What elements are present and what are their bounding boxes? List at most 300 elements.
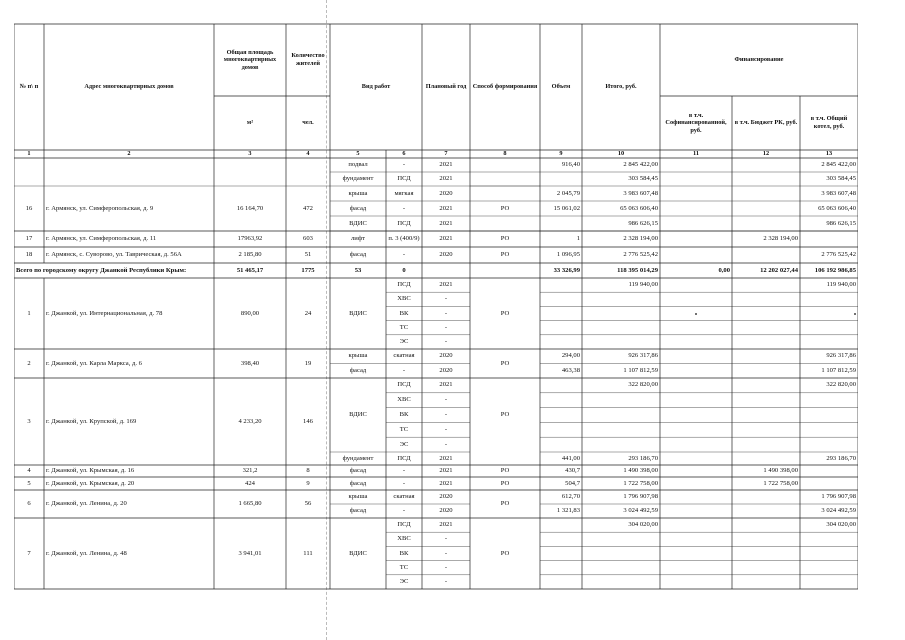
row-work-detail: ХВС (397, 396, 411, 404)
row-fin-budget (732, 518, 800, 532)
row-fin-cofinancing (660, 216, 732, 231)
row-fin-common (800, 477, 858, 490)
total-fin-common: 106 192 986,85 (814, 266, 856, 274)
row-fin-common: 986 626,15 (826, 219, 856, 227)
row-fin-cofinancing (660, 532, 732, 546)
row-fin-budget (732, 575, 800, 589)
header-fin-common: в т.ч. Общий котел, руб. (810, 115, 848, 130)
row-fin-budget (732, 452, 800, 465)
row-fin-budget: 2 328 194,00 (763, 235, 798, 243)
row-fin-cofinancing (660, 452, 732, 465)
row-no: 18 (25, 251, 33, 259)
header-unit-people: чел. (302, 119, 314, 127)
row-fin-cofinancing (660, 172, 732, 186)
row-total: 304 020,00 (628, 521, 658, 529)
row-year: 2021 (439, 161, 453, 169)
row-year: 2021 (439, 281, 453, 289)
row-year: - (444, 309, 448, 317)
row-fin-common (800, 292, 858, 306)
header-address: Адрес многоквартирных домов (84, 83, 174, 91)
row-residents: 603 (303, 235, 313, 243)
total-fin-cofinancing: 0,00 (718, 266, 730, 274)
row-address: г. Джанкой, ул. Крымская, д. 16 (46, 467, 135, 475)
row-year: 2020 (439, 251, 453, 259)
row-total (582, 393, 660, 408)
row-work: крыша (348, 493, 368, 501)
total-fin-budget: 12 202 027,44 (760, 266, 798, 274)
row-fin-cofinancing (660, 518, 732, 532)
row-fin-cofinancing (660, 437, 732, 452)
row-fin-common (800, 575, 858, 589)
row-address: г. Джанкой, ул. Интернациональная, д. 78 (46, 309, 163, 317)
row-work-detail: ЭС (399, 577, 409, 585)
row-fin-common (800, 408, 858, 423)
total-area: 51 465,17 (236, 266, 264, 274)
row-work: фасад (349, 467, 367, 475)
row-work-detail: ТС (399, 563, 409, 571)
header-unit-area: м² (246, 119, 254, 127)
row-work: ВДИС (349, 411, 367, 419)
row-work-detail: - (402, 479, 406, 487)
row-volume: 1 096,95 (556, 251, 580, 259)
row-fin-cofinancing (660, 504, 732, 518)
column-number: 13 (825, 150, 833, 158)
column-number: 8 (503, 150, 507, 158)
row-volume: 15 061,02 (553, 204, 580, 212)
row-area: 3 941,01 (238, 549, 262, 557)
row-fin-cofinancing (660, 321, 732, 335)
row-work-detail: ПСД (397, 219, 411, 227)
row-work: фасад (349, 366, 367, 374)
row-method: РО (500, 549, 510, 557)
row-method: РО (500, 204, 510, 212)
row-total (582, 575, 660, 589)
row-residents: 19 (304, 359, 312, 367)
total-row-label: Всего по городскому округу Джанкой Республики Крым: (16, 266, 187, 274)
row-fin-cofinancing (660, 349, 732, 364)
row-address: г. Джанкой, ул. Крупской, д. 169 (46, 417, 137, 425)
row-residents: 8 (306, 467, 310, 475)
column-number: 1 (27, 150, 31, 158)
total-work-count: 53 (354, 266, 362, 274)
row-volume: 612,70 (561, 493, 580, 501)
row-fin-budget (732, 364, 800, 379)
row-address: г. Джанкой, ул. Ленина, д. 48 (46, 549, 127, 557)
row-total: 2 328 194,00 (623, 235, 658, 243)
row-area: 890,00 (240, 309, 260, 317)
row-year: - (444, 440, 448, 448)
row-year: 2021 (439, 467, 453, 475)
row-work-detail: - (402, 161, 406, 169)
row-fin-cofinancing (660, 335, 732, 349)
row-fin-budget (732, 490, 800, 504)
row-volume: 2 045,79 (556, 189, 580, 197)
row-year: 2021 (439, 479, 453, 487)
row-method: РО (500, 467, 510, 475)
row-work: фасад (349, 204, 367, 212)
column-number: 3 (248, 150, 252, 158)
row-total: 293 186,70 (628, 454, 658, 462)
row-year: 2020 (439, 189, 453, 197)
row-fin-cofinancing (660, 231, 732, 247)
row-volume (540, 292, 582, 306)
row-volume (540, 378, 582, 393)
row-work-detail: скатная (393, 352, 415, 360)
row-address: г. Армянск, ул. Симферопольская, д. 11 (46, 235, 157, 243)
row-fin-budget (732, 437, 800, 452)
row-area: 16 164,70 (236, 204, 264, 212)
row-fin-budget (732, 278, 800, 292)
row-work-detail: ПСД (397, 281, 411, 289)
row-fin-common: 926 317,86 (826, 352, 856, 360)
row-total: 3 983 607,48 (623, 189, 658, 197)
row-work: лифт (351, 235, 365, 243)
row-method: РО (500, 251, 510, 259)
row-work-detail: ТС (399, 425, 409, 433)
row-fin-budget (732, 349, 800, 364)
row-total (582, 437, 660, 452)
header-work-type: Вид работ (361, 83, 391, 91)
row-total: 986 626,15 (628, 219, 658, 227)
row-area: 17963,92 (237, 235, 263, 243)
column-number: 11 (693, 150, 699, 158)
row-address: г. Армянск, с. Суворово, ул. Таврическая, д. 56А (46, 251, 182, 259)
document-table (14, 4, 858, 634)
row-year: - (444, 535, 448, 543)
row-work-detail: - (402, 507, 406, 515)
total-work-detail: 0 (402, 266, 406, 274)
row-fin-cofinancing (660, 247, 732, 263)
row-no: 6 (27, 500, 31, 508)
total-residents: 1775 (301, 266, 315, 274)
row-work-detail: - (402, 251, 406, 259)
header-total: Итого, руб. (605, 83, 637, 91)
row-work-detail: ЭС (399, 440, 409, 448)
row-fin-cofinancing (660, 201, 732, 216)
row-fin-common (800, 335, 858, 349)
row-area: 1 665,80 (238, 500, 262, 508)
row-volume (540, 172, 582, 186)
row-fin-cofinancing (660, 278, 732, 292)
row-volume: 1 321,83 (556, 507, 580, 515)
row-area: 2 185,80 (238, 251, 262, 259)
row-year: 2020 (439, 507, 453, 515)
row-year: 2021 (439, 219, 453, 227)
row-fin-common: 304 020,00 (826, 521, 856, 529)
row-area: 4 233,20 (238, 417, 262, 425)
row-fin-cofinancing (660, 158, 732, 172)
row-total: 65 063 606,40 (620, 204, 658, 212)
row-fin-cofinancing (660, 575, 732, 589)
row-no: 4 (27, 467, 31, 475)
row-residents: 51 (304, 251, 312, 259)
row-total (582, 306, 660, 320)
row-area: 398,40 (240, 359, 260, 367)
row-area: 321,2 (242, 467, 258, 475)
row-year: - (444, 323, 448, 331)
column-number: 6 (402, 150, 406, 158)
row-year: - (444, 411, 448, 419)
row-fin-common: 1 796 907,98 (821, 493, 856, 501)
row-year: - (444, 337, 448, 345)
column-number: 4 (306, 150, 310, 158)
header-financing: Финансирование (734, 56, 784, 64)
row-volume: 1 (576, 235, 580, 243)
row-fin-common: 303 584,45 (826, 175, 856, 183)
row-work: крыша (348, 352, 368, 360)
row-work-detail: - (402, 204, 406, 212)
row-year: - (444, 577, 448, 585)
row-fin-cofinancing (660, 186, 732, 201)
row-work: фасад (349, 507, 367, 515)
row-total: 119 940,00 (628, 281, 658, 289)
row-fin-common: 119 940,00 (826, 281, 856, 289)
row-work-detail: ПСД (397, 521, 411, 529)
row-fin-budget (732, 546, 800, 560)
row-work-detail: ВК (399, 549, 409, 557)
row-volume (540, 393, 582, 408)
column-number: 9 (559, 150, 563, 158)
row-fin-budget (732, 247, 800, 263)
row-work-detail: ВК (399, 309, 409, 317)
row-volume (540, 216, 582, 231)
row-year: 2021 (439, 204, 453, 212)
row-method: РО (500, 411, 510, 419)
row-year: 2020 (439, 493, 453, 501)
row-work: фасад (349, 479, 367, 487)
row-volume (540, 408, 582, 423)
column-number: 2 (127, 150, 131, 158)
row-address: г. Джанкой, ул. Ленина, д. 20 (46, 500, 127, 508)
row-volume: 463,38 (561, 366, 580, 374)
row-total (582, 422, 660, 437)
row-fin-common: 293 186,70 (826, 454, 856, 462)
row-method: РО (500, 479, 510, 487)
row-total (582, 321, 660, 335)
row-total (582, 335, 660, 349)
row-fin-common (800, 465, 858, 477)
row-method: РО (500, 359, 510, 367)
row-work: ВДИС (349, 219, 367, 227)
row-fin-budget (732, 172, 800, 186)
row-total (582, 561, 660, 575)
row-work-detail: мягкая (394, 189, 414, 197)
row-volume (540, 321, 582, 335)
row-work: фундамент (342, 175, 374, 183)
row-volume (540, 518, 582, 532)
row-fin-common: 2 776 525,42 (821, 251, 856, 259)
column-number: 10 (617, 150, 625, 158)
row-total (582, 532, 660, 546)
header-no: № п\ п (19, 83, 39, 91)
row-fin-budget (732, 158, 800, 172)
row-year: 2021 (439, 175, 453, 183)
row-fin-budget (732, 504, 800, 518)
row-total: 1 722 758,00 (623, 479, 658, 487)
row-work: фасад (349, 251, 367, 259)
row-fin-cofinancing (660, 292, 732, 306)
row-year: 2021 (439, 454, 453, 462)
column-number: 7 (444, 150, 448, 158)
row-volume (540, 278, 582, 292)
row-fin-cofinancing (660, 422, 732, 437)
row-residents: 24 (304, 309, 312, 317)
row-method: РО (500, 235, 510, 243)
row-fin-budget (732, 335, 800, 349)
row-total: 322 820,00 (628, 381, 658, 389)
row-fin-budget (732, 532, 800, 546)
row-fin-common: 2 845 422,00 (821, 161, 856, 169)
row-fin-budget (732, 321, 800, 335)
header-fin-budget: в т.ч. Бюджет РК, руб. (734, 119, 798, 127)
row-work-detail: ХВС (397, 535, 411, 543)
row-fin-budget: 1 490 398,00 (763, 467, 798, 475)
row-year: 2021 (439, 381, 453, 389)
row-year: - (444, 396, 448, 404)
row-volume: 430,7 (565, 467, 580, 475)
row-total (582, 546, 660, 560)
row-fin-budget: 1 722 758,00 (763, 479, 798, 487)
row-residents: 472 (303, 204, 313, 212)
row-total: 303 584,45 (628, 175, 658, 183)
row-no: 5 (27, 479, 31, 487)
total-sum: 118 395 014,29 (617, 266, 658, 274)
row-total: 3 024 492,59 (623, 507, 658, 515)
row-residents: 9 (306, 479, 310, 487)
row-work-detail: ТС (399, 323, 409, 331)
row-volume (540, 306, 582, 320)
column-number: 12 (762, 150, 770, 158)
row-fin-cofinancing (660, 408, 732, 423)
row-fin-cofinancing (660, 393, 732, 408)
row-volume (540, 575, 582, 589)
row-volume: 441,00 (561, 454, 580, 462)
row-no: 17 (25, 235, 33, 243)
header-fin-cofinancing: в т.ч. Софинансированной, руб. (665, 111, 727, 134)
row-fin-common: 1 107 812,59 (821, 366, 856, 374)
total-volume: 33 326,99 (553, 266, 580, 274)
row-fin-budget (732, 378, 800, 393)
row-no: 2 (27, 359, 31, 367)
row-total: 2 845 422,00 (623, 161, 658, 169)
row-work-detail: ХВС (397, 295, 411, 303)
row-address: г. Армянск, ул. Симферопольская, д. 9 (46, 204, 154, 212)
row-fin-common (800, 422, 858, 437)
row-volume (540, 422, 582, 437)
row-volume (540, 546, 582, 560)
row-volume (540, 335, 582, 349)
row-work-detail: скатная (393, 493, 415, 501)
row-fin-common (800, 561, 858, 575)
row-residents: 146 (303, 417, 313, 425)
row-residents: 111 (303, 549, 313, 557)
row-year: 2020 (439, 352, 453, 360)
row-fin-budget (732, 422, 800, 437)
row-method: РО (500, 500, 510, 508)
row-work-detail: - (402, 467, 406, 475)
row-fin-cofinancing (660, 561, 732, 575)
row-no: 3 (27, 417, 31, 425)
row-total (582, 292, 660, 306)
header-method: Способ формирования (472, 83, 538, 91)
row-area: 424 (245, 479, 255, 487)
row-work: ВДИС (349, 549, 367, 557)
row-fin-budget (732, 561, 800, 575)
row-work: фундамент (342, 454, 374, 462)
row-fin-budget (732, 201, 800, 216)
row-fin-budget (732, 216, 800, 231)
row-fin-budget (732, 393, 800, 408)
row-fin-cofinancing (660, 465, 732, 477)
header-residents: Количество жителей (291, 52, 325, 67)
row-work-detail: ВК (399, 411, 409, 419)
row-work-detail: ПСД (397, 454, 411, 462)
row-year: 2021 (439, 235, 453, 243)
row-address: г. Джанкой, ул. Крымская, д. 20 (46, 479, 135, 487)
row-fin-common (800, 437, 858, 452)
row-residents: 56 (304, 500, 312, 508)
row-volume (540, 437, 582, 452)
row-total: 1 796 907,98 (623, 493, 658, 501)
column-number: 5 (356, 150, 360, 158)
row-fin-budget (732, 408, 800, 423)
row-fin-common (800, 321, 858, 335)
row-work-detail: п. 3 (400/9) (388, 235, 420, 243)
row-volume: 504,7 (565, 479, 580, 487)
row-fin-budget (732, 292, 800, 306)
row-address: г. Джанкой, ул. Карла Маркса, д. 6 (46, 359, 142, 367)
row-fin-cofinancing (660, 546, 732, 560)
row-fin-common: 322 820,00 (826, 381, 856, 389)
row-fin-common: 3 983 607,48 (821, 189, 856, 197)
header-plan-year: Плановый год (425, 83, 467, 91)
row-year: - (444, 295, 448, 303)
row-work-detail: ПСД (397, 381, 411, 389)
row-total: 1 490 398,00 (623, 467, 658, 475)
row-work: подвал (348, 161, 368, 169)
row-volume: 294,00 (561, 352, 580, 360)
row-fin-common (800, 393, 858, 408)
row-total: 926 317,86 (628, 352, 658, 360)
row-fin-cofinancing (660, 378, 732, 393)
row-work-detail: ЭС (399, 337, 409, 345)
row-fin-common (800, 546, 858, 560)
row-fin-common (800, 306, 858, 320)
row-year: - (444, 563, 448, 571)
row-work-detail: - (402, 366, 406, 374)
row-work-detail: ПСД (397, 175, 411, 183)
row-total: 1 107 812,59 (623, 366, 658, 374)
row-fin-cofinancing (660, 477, 732, 490)
header-volume: Объем (551, 83, 571, 91)
row-fin-common: 65 063 606,40 (818, 204, 856, 212)
row-year: 2021 (439, 521, 453, 529)
row-fin-budget (732, 186, 800, 201)
row-fin-cofinancing (660, 490, 732, 504)
row-year: - (444, 425, 448, 433)
row-volume: 916,40 (561, 161, 580, 169)
row-fin-budget (732, 306, 800, 320)
row-work: ВДИС (349, 309, 367, 317)
row-fin-common: 3 024 492,59 (821, 507, 856, 515)
row-volume (540, 532, 582, 546)
row-year: - (444, 549, 448, 557)
row-total: 2 776 525,42 (623, 251, 658, 259)
row-work: крыша (348, 189, 368, 197)
row-no: 16 (25, 204, 33, 212)
row-fin-cofinancing (660, 364, 732, 379)
row-no: 1 (27, 309, 31, 317)
